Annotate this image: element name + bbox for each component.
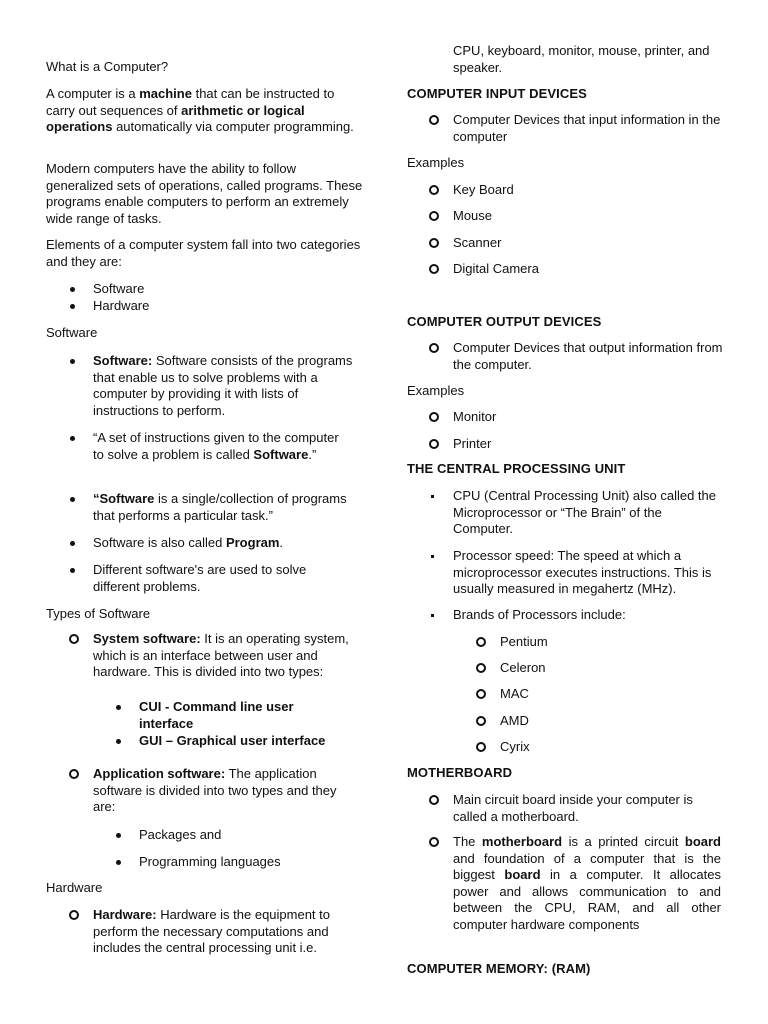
list-item: Brands of Processors include: bbox=[453, 607, 626, 622]
list-item: Hardware bbox=[93, 298, 150, 313]
list-item: Programming languages bbox=[139, 854, 281, 869]
text: A computer is a bbox=[46, 86, 140, 101]
modern-computers-paragraph: Modern computers have the ability to follow generalized sets of operations, called programs. These programs enable computers to perform an extremely wide range of tasks. bbox=[46, 161, 363, 226]
list-item: CPU (Central Processing Unit) also called the Microprocessor or “The Brain” of the Computer. bbox=[453, 488, 723, 538]
heading-memory: COMPUTER MEMORY: (RAM) bbox=[407, 961, 591, 976]
bold-text: machine bbox=[139, 86, 192, 101]
list-item: Software bbox=[93, 281, 145, 296]
bold-text: Software bbox=[253, 446, 309, 462]
text: automatically via computer programming. bbox=[112, 119, 354, 134]
list-item bbox=[93, 766, 353, 816]
list-item bbox=[93, 907, 358, 957]
section-label-types: Types of Software bbox=[46, 606, 151, 621]
text: Software is also called bbox=[93, 535, 226, 550]
list-item: Computer Devices that input information in the computer bbox=[453, 112, 723, 145]
list-item: CUI - Command line user interface bbox=[139, 699, 329, 732]
bold-text: Program bbox=[225, 535, 280, 550]
section-label-hardware: Hardware bbox=[46, 880, 103, 895]
list-item: Monitor bbox=[453, 409, 497, 424]
text: It is an operating system, which is an interface between user and hardware. This is divided into two types: bbox=[93, 631, 349, 679]
list-item: Printer bbox=[453, 436, 492, 451]
list-item: AMD bbox=[500, 713, 529, 728]
heading-output-devices: COMPUTER OUTPUT DEVICES bbox=[407, 314, 602, 329]
text: in a computer. It allocates power and allows communication to and between the CPU, RAM, and all other computer hardware components bbox=[453, 867, 721, 932]
bold-text: Software: bbox=[93, 353, 153, 368]
text: .” bbox=[308, 446, 317, 462]
list-item: Cyrix bbox=[500, 739, 530, 754]
definition-paragraph bbox=[46, 86, 364, 136]
list-item: Packages and bbox=[139, 827, 222, 842]
list-item bbox=[93, 491, 368, 524]
list-item bbox=[93, 430, 343, 463]
list-item: Different software's are used to solve different problems. bbox=[93, 562, 343, 595]
examples-label: Examples bbox=[407, 155, 465, 170]
page-title: What is a Computer? bbox=[46, 59, 169, 74]
bold-text: “Software bbox=[93, 491, 155, 506]
bold-text: System software: bbox=[93, 631, 201, 646]
heading-cpu: THE CENTRAL PROCESSING UNIT bbox=[407, 461, 626, 476]
heading-motherboard: MOTHERBOARD bbox=[407, 765, 513, 780]
list-item: GUI – Graphical user interface bbox=[139, 733, 359, 750]
text: that can be instructed to carry out sequences of bbox=[46, 86, 335, 118]
bold-text: board bbox=[684, 834, 722, 849]
text: The application software is divided into two types and they are: bbox=[93, 766, 337, 814]
bold-text: arithmetic or logical operations bbox=[46, 102, 305, 134]
list-item: Scanner bbox=[453, 235, 502, 250]
bold-text: Hardware: bbox=[93, 907, 157, 922]
continued-text: CPU, keyboard, monitor, mouse, printer, and speaker. bbox=[453, 43, 710, 75]
list-item: Digital Camera bbox=[453, 261, 539, 276]
section-label-software: Software bbox=[46, 325, 98, 340]
text: is a single/collection of programs that performs a particular task.” bbox=[93, 491, 347, 523]
heading-input-devices: COMPUTER INPUT DEVICES bbox=[407, 86, 587, 101]
text: Hardware is the equipment to perform the necessary computations and includes the central processing unit i.e. bbox=[93, 907, 331, 955]
list-item: Computer Devices that output information from the computer. bbox=[453, 340, 728, 373]
list-item bbox=[93, 631, 353, 681]
bold-text: board bbox=[504, 867, 541, 882]
list-item bbox=[93, 353, 358, 419]
text: Software consists of the programs that enable us to solve problems with a computer by providing it with lists of instructions to perform. bbox=[93, 353, 353, 418]
list-item: Celeron bbox=[500, 660, 546, 675]
list-item: Key Board bbox=[453, 182, 514, 197]
list-item: Processor speed: The speed at which a microprocessor executes instructions. This is usually measured in megahertz (MHz). bbox=[453, 548, 728, 598]
list-item bbox=[453, 834, 721, 933]
bold-text: Application software: bbox=[93, 766, 226, 781]
bold-text: motherboard bbox=[481, 834, 563, 849]
list-item: Pentium bbox=[500, 634, 548, 649]
text: . bbox=[279, 535, 284, 550]
elements-paragraph: Elements of a computer system fall into two categories and they are: bbox=[46, 237, 361, 269]
list-item: MAC bbox=[500, 686, 529, 701]
list-item: Main circuit board inside your computer is called a motherboard. bbox=[453, 792, 723, 825]
text: and foundation of a computer that is the biggest bbox=[453, 850, 721, 882]
examples-label: Examples bbox=[407, 383, 465, 398]
list-item: Mouse bbox=[453, 208, 493, 223]
list-item bbox=[93, 535, 283, 552]
text: The bbox=[453, 834, 482, 849]
text: is a printed circuit bbox=[562, 834, 685, 849]
text: “A set of instructions given to the computer to solve a problem is called bbox=[93, 430, 339, 462]
